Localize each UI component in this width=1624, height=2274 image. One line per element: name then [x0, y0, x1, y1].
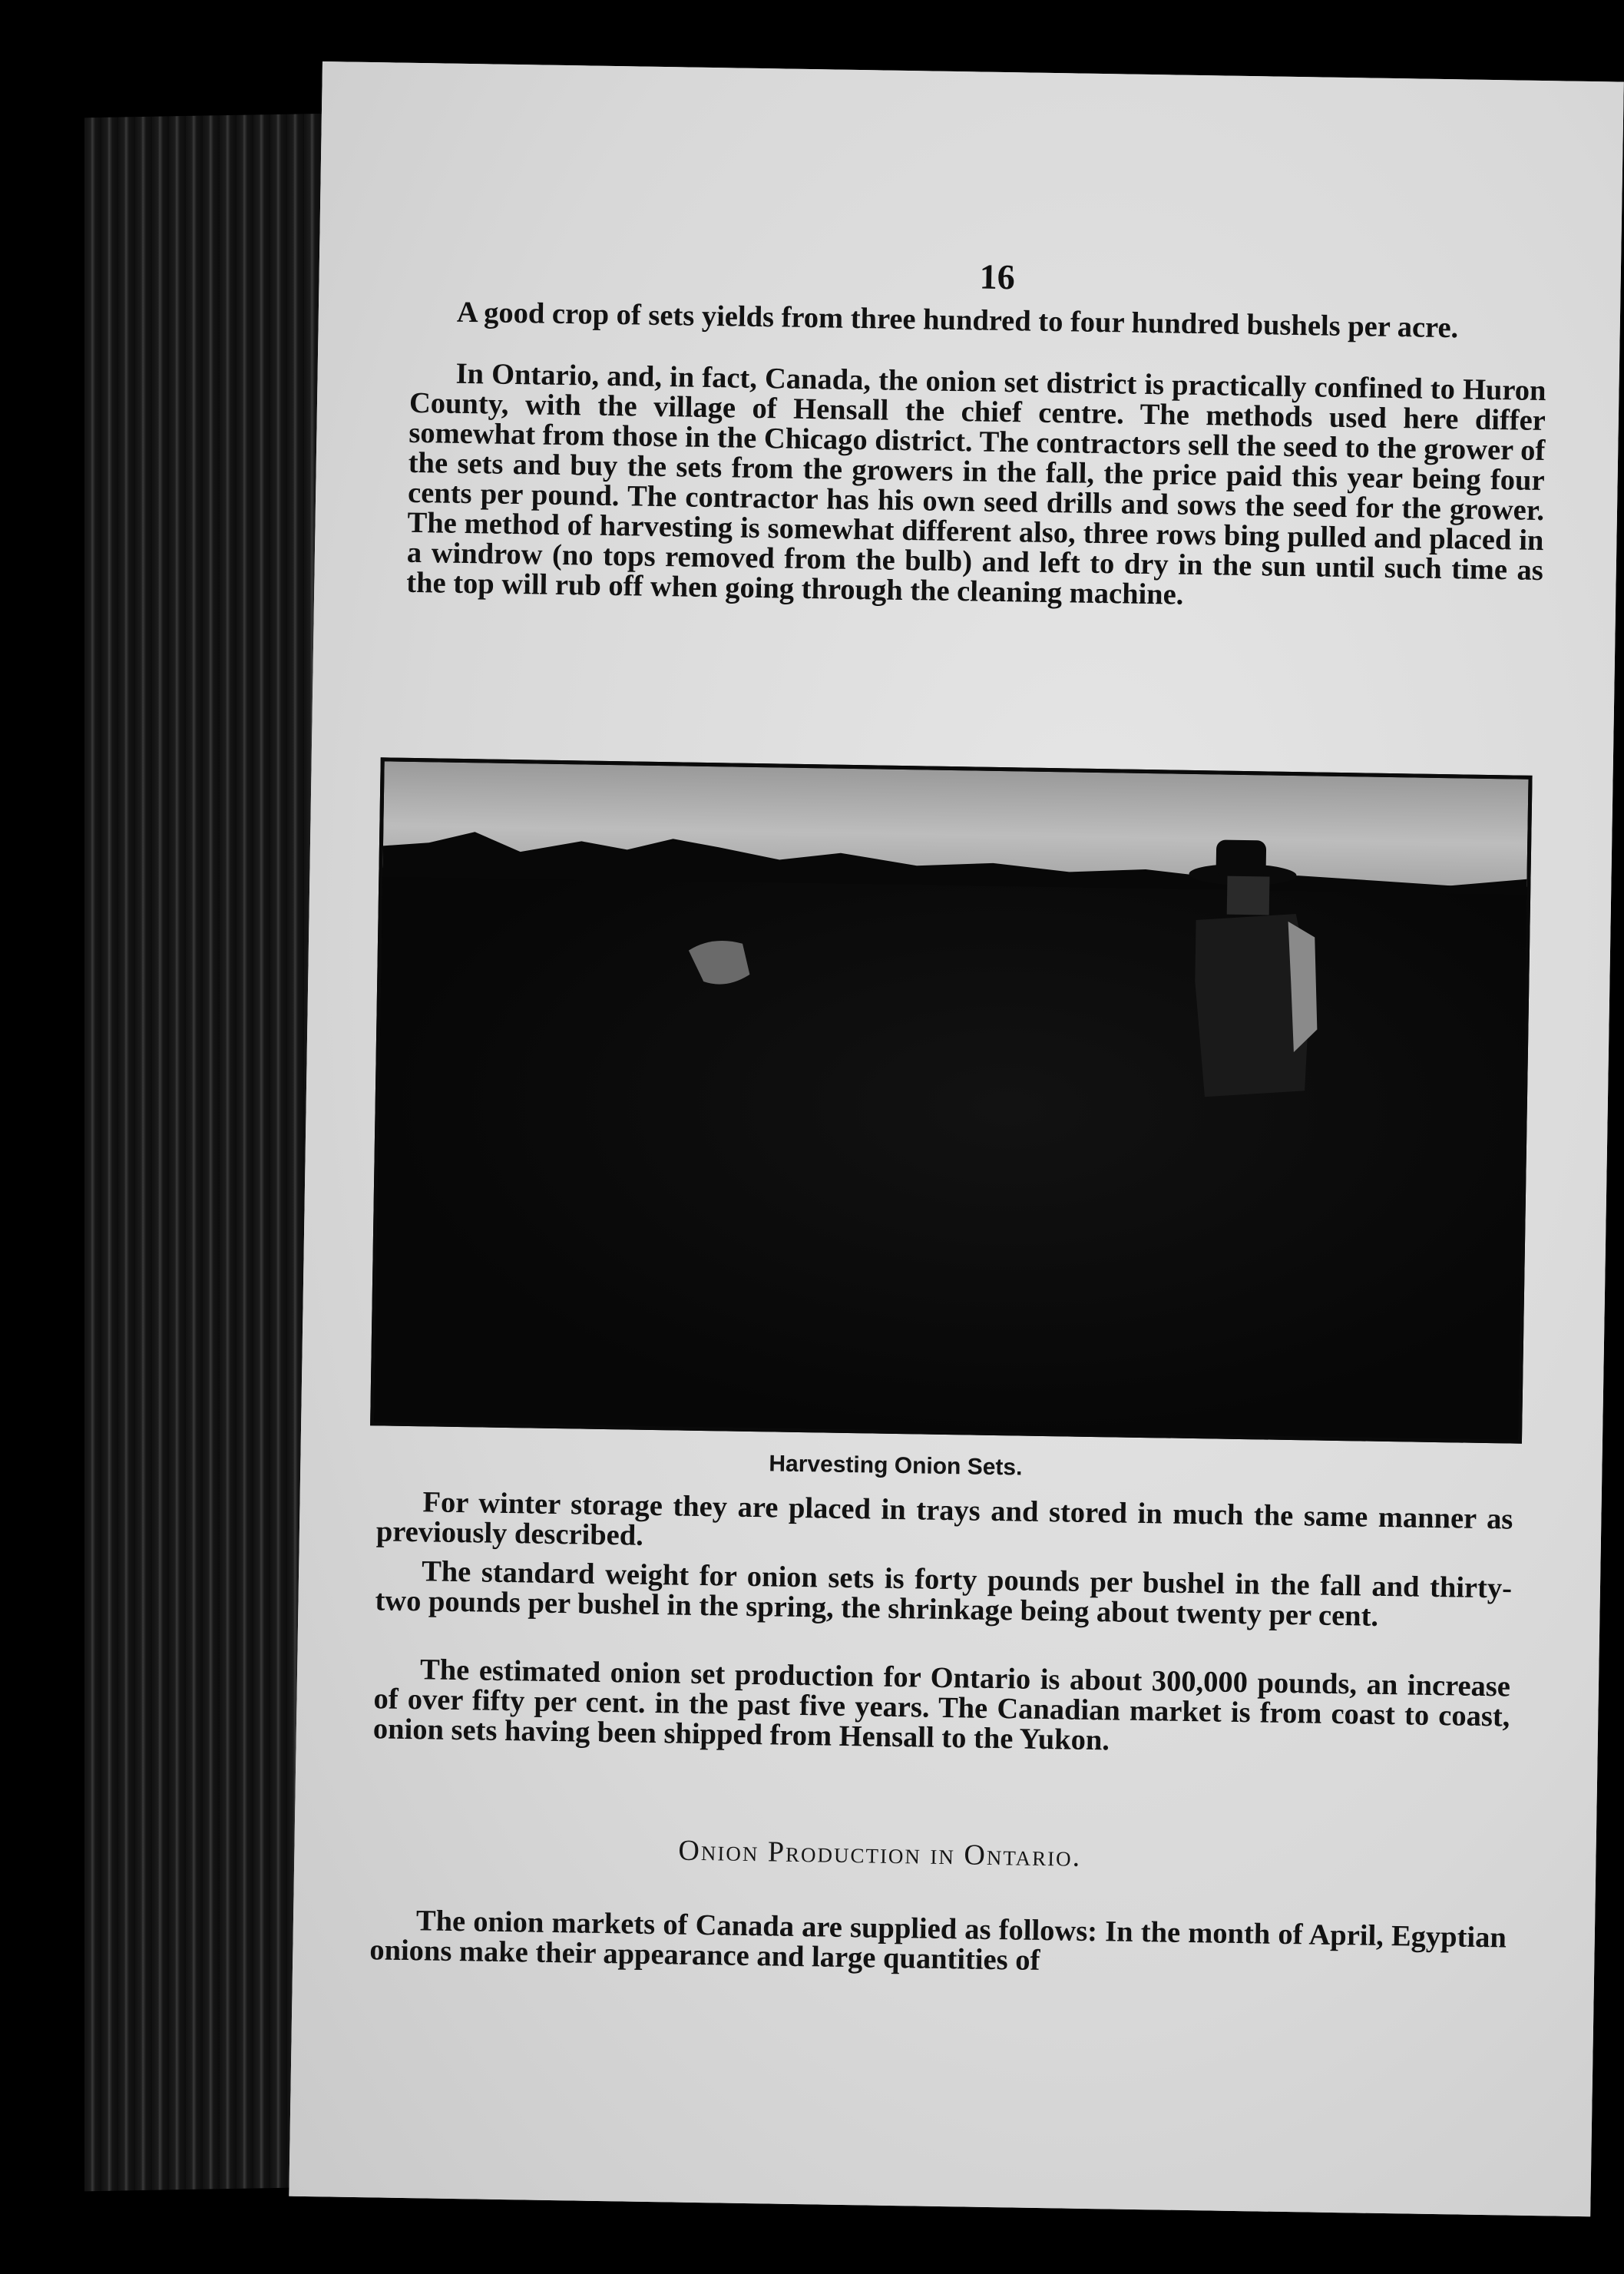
harvesting-photo [370, 757, 1532, 1443]
paragraph-onion-markets: The onion markets of Canada are supplied as follows: In the month of April, Egyptian onions make their appearance and large quantities of [369, 1905, 1507, 1977]
photo-bending-worker [680, 927, 773, 1021]
paragraph-standard-weight: The standard weight for onion sets is forty pounds per bushel in the fall and thirty-two pounds per bushel in the spring, the shrinkage being about twenty per cent. [375, 1555, 1513, 1633]
paragraph-ontario-district: In Ontario, and, in fact, Canada, the onion set district is practically confined to Huron County, with the village of Hensall the chief centre. The methods used here differ somewhat from those in the Chicago district. The contractors sell the seed to the grower of the sets and buy the sets from the growers in the fall, the price paid this year being four cents per pound. The contractor has his own seed drills and sows the seed for the grower. The method of harvesting is somewhat different also, three rows bing pulled and placed in a windrow (no tops removed from the bulb) and left to dry in the sun until such time as the top will rub off when going through the cleaning machine. [406, 357, 1546, 611]
figure-caption: Harvesting Onion Sets. [769, 1451, 1023, 1481]
paragraph-winter-storage: For winter storage they are placed in trays and stored in much the same manner as previously described. [375, 1486, 1513, 1552]
paragraph-crop-yield: A good crop of sets yields from three hundred to four hundred bushels per acre. [456, 296, 1459, 345]
section-heading: Onion Production in Ontario. [678, 1834, 1082, 1873]
paragraph-production-estimate: The estimated onion set production for Ontario is about 300,000 pounds, an increase of over fifty per cent. in the past five years. The Canadian market is from coast to coast, onion sets having been shipped from Hensall to the Yukon. [372, 1653, 1511, 1757]
photo-field [374, 876, 1526, 1443]
photo-man-figure [1177, 828, 1351, 1153]
book-page [289, 61, 1623, 2216]
page-number: 16 [979, 257, 1016, 297]
